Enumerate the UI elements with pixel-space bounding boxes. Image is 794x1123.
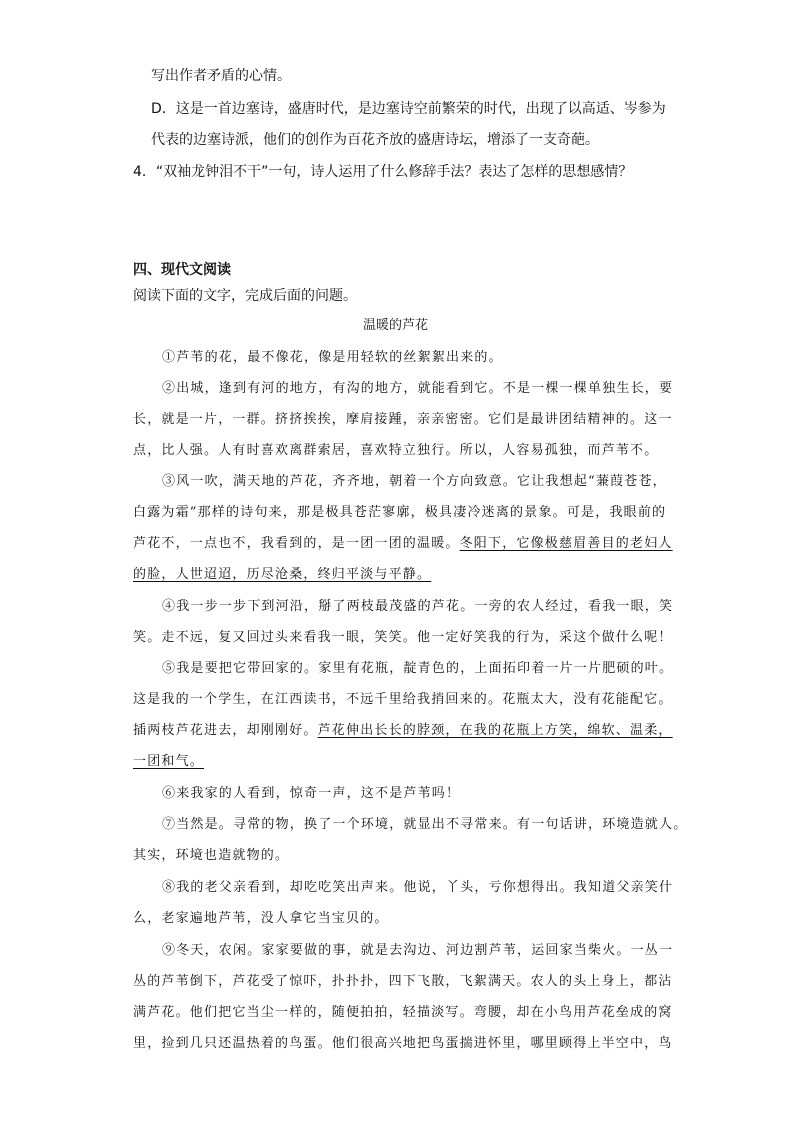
article-line: 满芦花。他们把它当尘一样的，随便拍拍，轻描淡写。弯腰，却在小鸟用芦花垒成的窝 — [133, 1005, 673, 1020]
article-line: ③风一吹，满天地的芦花，齐齐地，朝着一个方向致意。它让我想起“蒹葭苍苍， — [162, 474, 667, 489]
article-line: 笑。走不远，复又回过头来看我一眼，笑笑。他一定好笑我的行为，采这个做什么呢！ — [133, 630, 673, 645]
article-line: 这是我的一个学生，在江西读书，不远千里给我捎回来的。花瓶太大，没有花能配它。 — [133, 692, 673, 707]
article-line — [133, 535, 673, 553]
section-instruction: 阅读下面的文字，完成后面的问题。 — [133, 288, 357, 304]
article-line: ②出城，逢到有河的地方，有沟的地方，就能看到它。不是一棵一棵单独生长，要 — [162, 381, 674, 396]
article-text: 芦花不，一点也不，我看到的，是一团一团的温暖。 — [133, 536, 460, 551]
underlined-sentence: 的脸，人世迢迢，历尽沧桑，终归平淡与平静。 — [133, 567, 432, 582]
article-line: ⑦当然是。寻常的物，换了一个环境，就显出不寻常来。有一句话讲，环境造就人。 — [162, 817, 688, 832]
underlined-sentence: 一团和气。 — [133, 754, 205, 769]
underlined-sentence: 冬阳下，它像极慈眉善目的老妇人 — [459, 536, 673, 551]
option-d-line-2: 代表的边塞诗派，他们的创作为百花齐放的盛唐诗坛，增添了一支奇葩。 — [151, 132, 599, 148]
article-line: ⑤我是要把它带回家的。家里有花瓶，靛青色的，上面拓印着一片一片肥硕的叶。 — [162, 661, 674, 676]
article-line: 么，老家遍地芦苇，没人拿它当宝贝的。 — [133, 911, 389, 926]
article-line: 里，捡到几只还温热着的鸟蛋。他们很高兴地把鸟蛋揣进怀里，哪里顾得上半空中，鸟 — [133, 1036, 673, 1051]
article-line: ④我一步一步下到河沿，掰了两枝最茂盛的芦花。一旁的农人经过，看我一眼，笑 — [162, 599, 674, 614]
article-title: 温暖的芦花 — [363, 318, 429, 333]
section-heading: 四、现代文阅读 — [133, 262, 231, 278]
article-line: 其实，环境也造就物的。 — [133, 848, 290, 863]
question-4: 4．“双袖龙钟泪不干”一句，诗人运用了什么修辞手法？表达了怎样的思想感情？ — [133, 164, 633, 180]
article-line: 点，比人强。人有时喜欢离群索居，喜欢特立独行。所以，人容易孤独，而芦苇不。 — [133, 443, 659, 458]
article-line: ⑥来我家的人看到，惊奇一声，这不是芦苇吗！ — [162, 786, 461, 801]
underlined-sentence: 芦花伸出长长的脖颈，在我的花瓶上方笑，绵软、温柔， — [317, 723, 673, 738]
option-d-line-1: D．这是一首边塞诗，盛唐时代，是边塞诗空前繁荣的时代，出现了以高适、岑参为 — [151, 101, 666, 117]
article-line: ⑧我的老父亲看到，却吃吃笑出声来。他说，丫头，亏你想得出。我知道父亲笑什 — [162, 880, 674, 895]
article-line — [133, 722, 673, 740]
article-text: 插两枝芦花进去，却刚刚好。 — [133, 723, 318, 738]
article-line: 白露为霜”那样的诗句来，那是极具苍茫寥廓，极具凄冷迷离的景象。可是，我眼前的 — [133, 505, 667, 520]
article-line: ⑨冬天，农闲。家家要做的事，就是去沟边、河边割芦苇，运回家当柴火。一丛一 — [162, 943, 674, 958]
article-line: 丛的芦苇倒下，芦花受了惊吓，扑扑扑，四下飞散，飞絮满天。农人的头上身上，都沾 — [133, 974, 673, 989]
question-text-line: 写出作者矛盾的心情。 — [151, 68, 291, 84]
article-line: 长，就是一片，一群。挤挤挨挨，摩肩接踵，亲亲密密。它们是最讲团结精神的。这一 — [133, 412, 673, 427]
article-line: ①芦苇的花，最不像花，像是用轻软的丝絮絮出来的。 — [162, 350, 503, 365]
